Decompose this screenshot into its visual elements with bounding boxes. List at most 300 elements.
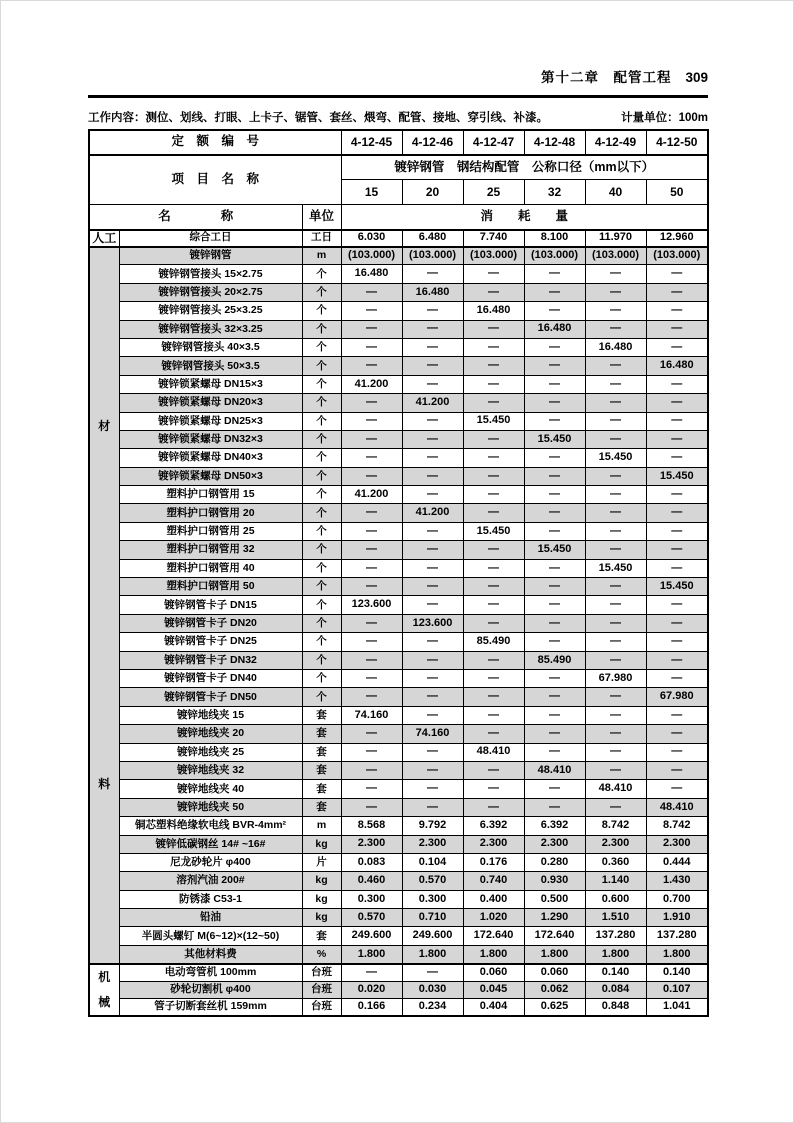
table-row: [89, 449, 708, 467]
item-value: —: [402, 449, 463, 467]
item-unit: kg: [302, 890, 341, 908]
item-unit: 个: [302, 669, 341, 687]
item-value: —: [646, 541, 708, 559]
item-value: —: [646, 633, 708, 651]
item-name: 镀锌钢管接头 32×3.25: [119, 320, 302, 338]
item-value: 9.792: [402, 817, 463, 835]
item-value: 48.410: [585, 780, 646, 798]
item-value: (103.000): [402, 247, 463, 265]
item-unit: kg: [302, 835, 341, 853]
item-value: —: [646, 669, 708, 687]
table-row: [89, 651, 708, 669]
item-value: —: [646, 430, 708, 448]
item-value: —: [402, 798, 463, 816]
table-row: [89, 872, 708, 890]
item-value: —: [402, 964, 463, 981]
item-value: 67.980: [585, 669, 646, 687]
item-value: —: [341, 283, 402, 301]
item-value: —: [646, 265, 708, 283]
table-row: [89, 504, 708, 522]
item-value: 6.030: [341, 230, 402, 247]
item-value: —: [341, 338, 402, 356]
item-value: —: [524, 504, 585, 522]
diameter-value: 25: [463, 180, 524, 205]
item-value: —: [402, 522, 463, 540]
item-value: —: [341, 578, 402, 596]
table-row: [89, 357, 708, 375]
item-value: —: [585, 578, 646, 596]
item-value: 15.450: [524, 430, 585, 448]
item-value: 1.800: [646, 945, 708, 964]
item-unit: m: [302, 247, 341, 265]
item-value: —: [524, 798, 585, 816]
item-value: 0.460: [341, 872, 402, 890]
item-name: 塑料护口钢管用 40: [119, 559, 302, 577]
table-row: [89, 981, 708, 998]
table-row: [89, 909, 708, 927]
consumption-label: 消 耗 量: [341, 205, 708, 230]
item-name: 镀锌锁紧螺母 DN40×3: [119, 449, 302, 467]
item-name: 镀锌钢管接头 20×2.75: [119, 283, 302, 301]
item-value: —: [646, 614, 708, 632]
table-row: [89, 559, 708, 577]
item-name: 镀锌地线夹 32: [119, 761, 302, 779]
item-unit: kg: [302, 872, 341, 890]
item-value: —: [646, 706, 708, 724]
item-name: 尼龙砂轮片 φ400: [119, 853, 302, 871]
item-value: —: [402, 633, 463, 651]
item-value: —: [341, 522, 402, 540]
item-value: 6.480: [402, 230, 463, 247]
item-name: 镀锌钢管卡子 DN50: [119, 688, 302, 706]
item-name: 镀锌钢管接头 50×3.5: [119, 357, 302, 375]
item-name: 镀锌钢管卡子 DN25: [119, 633, 302, 651]
item-unit: 套: [302, 725, 341, 743]
item-value: —: [402, 743, 463, 761]
chapter-title: 第十二章 配管工程: [540, 70, 672, 85]
item-unit: 套: [302, 798, 341, 816]
item-value: 48.410: [463, 743, 524, 761]
item-value: 74.160: [402, 725, 463, 743]
item-value: 16.480: [585, 338, 646, 356]
item-value: —: [402, 265, 463, 283]
item-value: —: [402, 375, 463, 393]
item-unit: 个: [302, 688, 341, 706]
item-unit: 台班: [302, 998, 341, 1015]
item-value: 48.410: [646, 798, 708, 816]
item-unit: 个: [302, 338, 341, 356]
item-value: 172.640: [463, 927, 524, 945]
work-content: 工作内容：测位、划线、打眼、上卡子、锯管、套丝、煨弯、配管、接地、穿引线、补漆。: [88, 111, 548, 124]
item-value: 0.740: [463, 872, 524, 890]
item-value: 0.234: [402, 998, 463, 1015]
item-value: 67.980: [646, 688, 708, 706]
table-row: [89, 890, 708, 908]
item-value: —: [524, 265, 585, 283]
item-unit: 个: [302, 302, 341, 320]
item-value: 0.045: [463, 981, 524, 998]
item-value: —: [463, 283, 524, 301]
item-unit: 个: [302, 412, 341, 430]
item-value: —: [402, 541, 463, 559]
item-value: 0.140: [646, 964, 708, 981]
item-value: 172.640: [524, 927, 585, 945]
item-value: 2.300: [402, 835, 463, 853]
item-name: 塑料护口钢管用 15: [119, 486, 302, 504]
item-value: 15.450: [463, 412, 524, 430]
item-value: —: [341, 651, 402, 669]
item-value: —: [463, 486, 524, 504]
item-value: —: [341, 798, 402, 816]
item-value: —: [463, 725, 524, 743]
table-row: [89, 467, 708, 485]
item-value: 0.500: [524, 890, 585, 908]
item-value: 1.430: [646, 872, 708, 890]
item-unit: 套: [302, 706, 341, 724]
item-unit: 片: [302, 853, 341, 871]
item-value: 41.200: [341, 486, 402, 504]
item-value: —: [463, 761, 524, 779]
item-value: —: [402, 320, 463, 338]
item-value: —: [463, 541, 524, 559]
item-name: 半圆头螺钉 M(6~12)×(12~50): [119, 927, 302, 945]
item-value: —: [646, 375, 708, 393]
item-value: —: [646, 486, 708, 504]
quota-number: 4-12-49: [585, 130, 646, 155]
item-value: —: [463, 780, 524, 798]
diameter-value: 20: [402, 180, 463, 205]
item-value: —: [524, 559, 585, 577]
item-value: —: [524, 743, 585, 761]
item-value: —: [646, 338, 708, 356]
item-unit: 个: [302, 596, 341, 614]
item-name: 塑料护口钢管用 32: [119, 541, 302, 559]
item-value: 0.020: [341, 981, 402, 998]
item-name: 镀锌地线夹 40: [119, 780, 302, 798]
item-value: 0.600: [585, 890, 646, 908]
item-value: —: [402, 559, 463, 577]
item-value: 0.400: [463, 890, 524, 908]
item-value: —: [585, 412, 646, 430]
item-value: —: [585, 743, 646, 761]
item-value: —: [646, 651, 708, 669]
item-name: 镀锌钢管接头 40×3.5: [119, 338, 302, 356]
chapter-header: [88, 66, 708, 86]
item-value: —: [585, 651, 646, 669]
item-value: —: [463, 467, 524, 485]
item-value: 0.104: [402, 853, 463, 871]
item-name: 镀锌低碳钢丝 14# ~16#: [119, 835, 302, 853]
item-unit: 个: [302, 559, 341, 577]
item-name: 镀锌锁紧螺母 DN20×3: [119, 394, 302, 412]
item-value: —: [524, 394, 585, 412]
item-value: —: [341, 541, 402, 559]
item-value: —: [524, 522, 585, 540]
item-value: —: [585, 633, 646, 651]
item-unit: 个: [302, 541, 341, 559]
item-value: —: [646, 412, 708, 430]
table-row: [89, 798, 708, 816]
item-value: —: [463, 320, 524, 338]
item-value: —: [585, 302, 646, 320]
item-value: —: [463, 265, 524, 283]
item-value: 249.600: [341, 927, 402, 945]
item-value: 0.062: [524, 981, 585, 998]
table-row: [89, 669, 708, 687]
item-value: —: [585, 486, 646, 504]
item-value: —: [463, 798, 524, 816]
item-value: —: [463, 357, 524, 375]
item-value: —: [402, 302, 463, 320]
item-value: 16.480: [524, 320, 585, 338]
item-value: —: [646, 302, 708, 320]
item-value: —: [463, 338, 524, 356]
item-value: 0.700: [646, 890, 708, 908]
table-row: [89, 780, 708, 798]
item-value: 8.100: [524, 230, 585, 247]
item-value: —: [402, 412, 463, 430]
item-value: —: [341, 743, 402, 761]
item-value: —: [341, 688, 402, 706]
table-row: [89, 817, 708, 835]
item-value: 1.140: [585, 872, 646, 890]
item-unit: 套: [302, 780, 341, 798]
item-name: 镀锌钢管卡子 DN20: [119, 614, 302, 632]
item-value: 0.848: [585, 998, 646, 1015]
quota-number: 4-12-46: [402, 130, 463, 155]
quota-number: 4-12-47: [463, 130, 524, 155]
item-name: 镀锌锁紧螺母 DN25×3: [119, 412, 302, 430]
item-value: —: [463, 651, 524, 669]
item-value: 8.742: [646, 817, 708, 835]
item-value: —: [402, 578, 463, 596]
item-value: —: [463, 375, 524, 393]
item-value: —: [463, 669, 524, 687]
item-name: 综合工日: [119, 230, 302, 247]
item-value: —: [585, 430, 646, 448]
item-value: 1.510: [585, 909, 646, 927]
table-body: [89, 230, 708, 1016]
item-name: 镀锌锁紧螺母 DN15×3: [119, 375, 302, 393]
item-value: —: [524, 338, 585, 356]
item-value: 1.020: [463, 909, 524, 927]
item-value: 6.392: [463, 817, 524, 835]
item-value: —: [585, 375, 646, 393]
item-name: 镀锌锁紧螺母 DN32×3: [119, 430, 302, 448]
column-header-row: [89, 205, 708, 230]
item-value: (103.000): [646, 247, 708, 265]
item-value: —: [585, 283, 646, 301]
item-value: 41.200: [402, 394, 463, 412]
table-row: [89, 375, 708, 393]
item-value: 15.450: [585, 449, 646, 467]
table-row: [89, 320, 708, 338]
item-value: 0.570: [402, 872, 463, 890]
item-value: —: [646, 283, 708, 301]
item-unit: 个: [302, 633, 341, 651]
item-name: 镀锌钢管卡子 DN32: [119, 651, 302, 669]
item-unit: 台班: [302, 964, 341, 981]
item-value: —: [585, 467, 646, 485]
item-value: 1.800: [341, 945, 402, 964]
item-unit: kg: [302, 909, 341, 927]
item-value: —: [402, 430, 463, 448]
item-value: —: [646, 743, 708, 761]
item-value: —: [402, 688, 463, 706]
table-row: [89, 541, 708, 559]
item-value: 85.490: [524, 651, 585, 669]
table-row: [89, 614, 708, 632]
table-row: [89, 725, 708, 743]
item-value: 0.166: [341, 998, 402, 1015]
item-name: 镀锌钢管卡子 DN40: [119, 669, 302, 687]
item-value: —: [402, 486, 463, 504]
item-value: —: [524, 688, 585, 706]
item-value: 15.450: [463, 522, 524, 540]
item-value: —: [646, 504, 708, 522]
item-value: —: [341, 725, 402, 743]
item-value: 249.600: [402, 927, 463, 945]
item-value: —: [463, 596, 524, 614]
quota-number-row: [89, 130, 708, 155]
item-name: 塑料护口钢管用 25: [119, 522, 302, 540]
item-value: —: [402, 706, 463, 724]
item-value: —: [524, 578, 585, 596]
item-value: —: [341, 412, 402, 430]
item-name: 塑料护口钢管用 50: [119, 578, 302, 596]
item-value: —: [341, 633, 402, 651]
item-value: 0.300: [402, 890, 463, 908]
item-value: 123.600: [402, 614, 463, 632]
item-value: 0.060: [524, 964, 585, 981]
item-value: 85.490: [463, 633, 524, 651]
table-row: [89, 247, 708, 265]
table-row: [89, 945, 708, 964]
project-label: 项 目 名 称: [89, 155, 341, 205]
item-value: —: [524, 375, 585, 393]
quota-label: 定 额 编 号: [89, 130, 341, 155]
item-value: —: [585, 394, 646, 412]
item-unit: 个: [302, 467, 341, 485]
item-value: —: [585, 688, 646, 706]
item-value: 11.970: [585, 230, 646, 247]
item-value: 1.800: [585, 945, 646, 964]
item-value: —: [524, 467, 585, 485]
header-rule: [88, 95, 708, 98]
item-unit: 个: [302, 265, 341, 283]
item-value: 0.176: [463, 853, 524, 871]
item-value: —: [646, 522, 708, 540]
diameter-value: 32: [524, 180, 585, 205]
item-value: 2.300: [524, 835, 585, 853]
item-value: —: [341, 504, 402, 522]
item-name: 塑料护口钢管用 20: [119, 504, 302, 522]
item-value: —: [585, 357, 646, 375]
item-value: —: [402, 780, 463, 798]
item-value: —: [341, 449, 402, 467]
table-row: [89, 998, 708, 1015]
item-value: —: [524, 780, 585, 798]
diameter-value: 40: [585, 180, 646, 205]
item-value: (103.000): [585, 247, 646, 265]
item-value: 137.280: [585, 927, 646, 945]
item-name: 镀锌钢管: [119, 247, 302, 265]
item-value: —: [341, 357, 402, 375]
item-unit: 个: [302, 430, 341, 448]
table-row: [89, 835, 708, 853]
table-row: [89, 743, 708, 761]
item-value: —: [585, 522, 646, 540]
item-value: 0.710: [402, 909, 463, 927]
item-value: —: [341, 467, 402, 485]
item-value: —: [646, 559, 708, 577]
table-row: [89, 283, 708, 301]
item-value: 16.480: [646, 357, 708, 375]
item-value: 2.300: [585, 835, 646, 853]
item-value: —: [585, 596, 646, 614]
item-value: —: [341, 964, 402, 981]
item-name: 砂轮切割机 φ400: [119, 981, 302, 998]
item-value: —: [402, 338, 463, 356]
item-value: 1.910: [646, 909, 708, 927]
item-value: —: [585, 504, 646, 522]
item-value: —: [524, 706, 585, 724]
diameter-value: 50: [646, 180, 708, 205]
item-value: —: [463, 449, 524, 467]
table-row: [89, 688, 708, 706]
item-value: —: [463, 394, 524, 412]
item-name: 管子切断套丝机 159mm: [119, 998, 302, 1015]
item-name: 镀锌锁紧螺母 DN50×3: [119, 467, 302, 485]
item-name: 溶剂汽油 200#: [119, 872, 302, 890]
item-value: 0.625: [524, 998, 585, 1015]
item-value: 1.800: [524, 945, 585, 964]
item-value: 7.740: [463, 230, 524, 247]
item-value: —: [341, 302, 402, 320]
item-value: —: [524, 486, 585, 504]
item-name: 镀锌地线夹 20: [119, 725, 302, 743]
category-cell: [89, 230, 119, 247]
item-unit: 台班: [302, 981, 341, 998]
item-value: 12.960: [646, 230, 708, 247]
item-value: (103.000): [463, 247, 524, 265]
item-value: 1.800: [402, 945, 463, 964]
item-value: —: [585, 541, 646, 559]
item-value: —: [463, 688, 524, 706]
item-value: —: [524, 283, 585, 301]
item-value: 15.450: [524, 541, 585, 559]
item-unit: 个: [302, 522, 341, 540]
item-name: 其他材料费: [119, 945, 302, 964]
item-unit: 套: [302, 743, 341, 761]
item-value: —: [341, 430, 402, 448]
item-unit: 个: [302, 357, 341, 375]
table-row: [89, 522, 708, 540]
item-value: —: [524, 357, 585, 375]
item-value: —: [463, 614, 524, 632]
item-unit: 个: [302, 375, 341, 393]
table-row: [89, 964, 708, 981]
item-value: —: [524, 449, 585, 467]
item-value: 8.742: [585, 817, 646, 835]
item-value: 16.480: [463, 302, 524, 320]
item-name: 铅油: [119, 909, 302, 927]
item-unit: 个: [302, 614, 341, 632]
quota-number: 4-12-45: [341, 130, 402, 155]
item-name: 镀锌地线夹 50: [119, 798, 302, 816]
table-row: [89, 394, 708, 412]
item-value: 8.568: [341, 817, 402, 835]
